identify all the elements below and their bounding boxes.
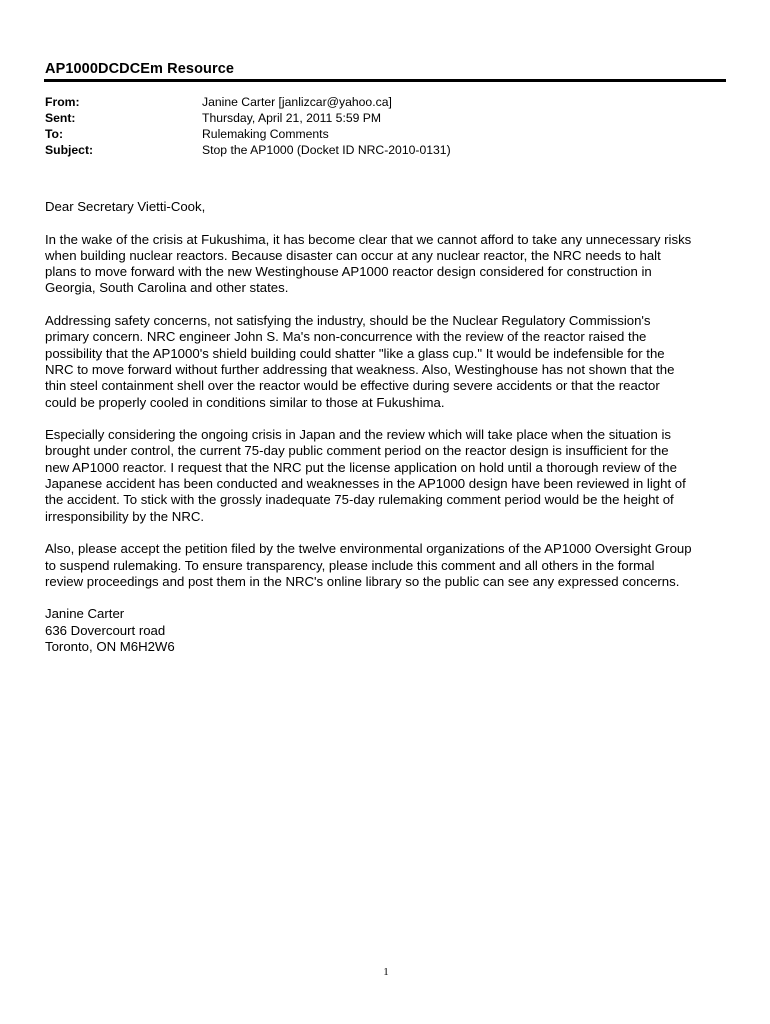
email-body xyxy=(45,199,735,655)
paragraph-line: Japanese accident has been conducted and weaknesses in the AP1000 design have been reviewed in light of xyxy=(45,476,686,492)
title-divider xyxy=(44,79,726,82)
paragraph-line: primary concern. NRC engineer John S. Ma's non-concurrence with the review of the reactor raised the xyxy=(45,329,647,345)
header-subject-value: Stop the AP1000 (Docket ID NRC-2010-0131) xyxy=(202,143,451,157)
paragraph-line: irresponsibility by the NRC. xyxy=(45,508,205,524)
document-title: AP1000DCDCEm Resource xyxy=(45,61,235,77)
header-subject-label: Subject: xyxy=(45,143,94,157)
paragraph-2 xyxy=(45,313,735,411)
signature-block xyxy=(45,606,735,655)
paragraph-4 xyxy=(45,541,735,590)
paragraph-line: when building nuclear reactors. Because disaster can occur at any nuclear reactor, the NRC needs to halt xyxy=(45,247,661,263)
paragraph-line: plans to move forward with the new Westinghouse AP1000 reactor design considered for construction in xyxy=(45,264,652,280)
signature-name: Janine Carter xyxy=(45,606,125,622)
greeting: Dear Secretary Vietti-Cook, xyxy=(45,199,206,214)
header-sent-label: Sent: xyxy=(45,111,76,125)
header-sent-value: Thursday, April 21, 2011 5:59 PM xyxy=(202,111,382,125)
paragraph-line: In the wake of the crisis at Fukushima, it has become clear that we cannot afford to take any unnecessary risks xyxy=(45,231,692,247)
page-number: 1 xyxy=(383,966,389,978)
paragraph-line: the accident. To stick with the grossly inadequate 75-day rulemaking comment period would be the height of xyxy=(45,492,674,508)
paragraph-line: could be properly cooled in conditions similar to those at Fukushima. xyxy=(45,394,445,410)
header-from-value: Janine Carter [janlizcar@yahoo.ca] xyxy=(202,95,392,109)
header-to-label: To: xyxy=(45,127,64,141)
paragraph-1 xyxy=(45,232,735,297)
header-subject-row xyxy=(45,142,451,158)
paragraph-3 xyxy=(45,427,735,525)
header-from-label: From: xyxy=(45,95,80,109)
paragraph-line: NRC to move forward without further addressing that weakness. Also, Westinghouse has not shown that the xyxy=(45,361,675,377)
header-sent-row xyxy=(45,110,451,126)
paragraph-line: review proceedings and post them in the NRC's online library so the public can see any expressed concerns. xyxy=(45,573,680,589)
email-headers xyxy=(45,94,451,158)
paragraph-line: to suspend rulemaking. To ensure transparency, please include this comment and all others in the formal xyxy=(45,557,655,573)
paragraph-line: Georgia, South Carolina and other states. xyxy=(45,280,289,296)
header-to-value: Rulemaking Comments xyxy=(202,127,329,141)
header-from-row xyxy=(45,94,451,110)
paragraph-line: Addressing safety concerns, not satisfying the industry, should be the Nuclear Regulatory Commission's xyxy=(45,313,651,329)
header-to-row xyxy=(45,126,451,142)
paragraph-line: thin steel containment shell over the reactor would be effective during severe accidents or that the reactor xyxy=(45,378,660,394)
paragraph-line: brought under control, the current 75-day public comment period on the reactor design is insufficient for the xyxy=(45,443,669,459)
signature-street: 636 Dovercourt road xyxy=(45,622,166,638)
paragraph-line: Also, please accept the petition filed by the twelve environmental organizations of the AP1000 Oversight Group xyxy=(45,541,692,557)
paragraph-line: Especially considering the ongoing crisis in Japan and the review which will take place when the situation is xyxy=(45,427,672,443)
paragraph-line: possibility that the AP1000's shield building could shatter "like a glass cup." It would be indefensible for the xyxy=(45,345,665,361)
signature-city: Toronto, ON M6H2W6 xyxy=(45,639,175,655)
paragraph-line: new AP1000 reactor. I request that the NRC put the license application on hold until a thorough review of the xyxy=(45,459,677,475)
